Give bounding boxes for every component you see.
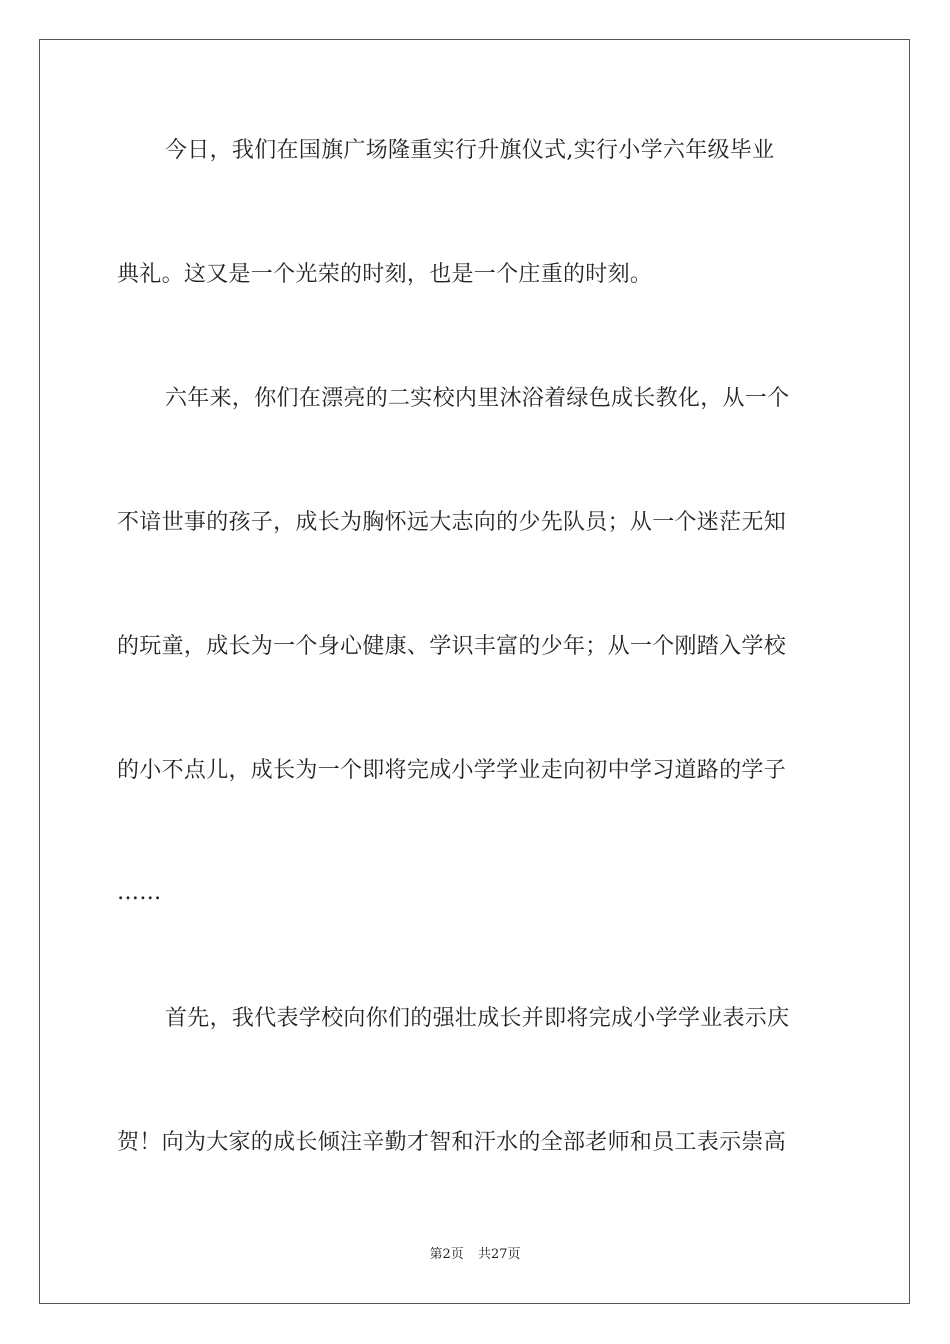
paragraph-line: 贺！向为大家的成长倾注辛勤才智和汗水的全部老师和员工表示崇高 — [117, 1130, 787, 1155]
paragraph-line: 的玩童，成长为一个身心健康、学识丰富的少年；从一个刚踏入学校 — [117, 634, 787, 659]
page-footer — [0, 1247, 950, 1263]
paragraph-line: 不谙世事的孩子，成长为胸怀远大志向的少先队员；从一个迷茫无知 — [117, 510, 787, 535]
paragraph-line: 今日，我们在国旗广场隆重实行升旗仪式,实行小学六年级毕业 — [165, 138, 775, 163]
paragraph-line: …… — [117, 880, 162, 905]
paragraph-line: 典礼。这又是一个光荣的时刻，也是一个庄重的时刻。 — [117, 262, 653, 287]
page-total: 共27页 — [477, 1247, 521, 1262]
paragraph-line: 首先，我代表学校向你们的强壮成长并即将完成小学学业表示庆 — [165, 1006, 790, 1031]
page-border — [39, 39, 910, 1304]
paragraph-line: 的小不点儿，成长为一个即将完成小学学业走向初中学习道路的学子 — [117, 758, 787, 783]
paragraph-line: 六年来，你们在漂亮的二实校内里沐浴着绿色成长教化，从一个 — [165, 386, 790, 411]
page-number: 第2页 — [429, 1247, 464, 1262]
